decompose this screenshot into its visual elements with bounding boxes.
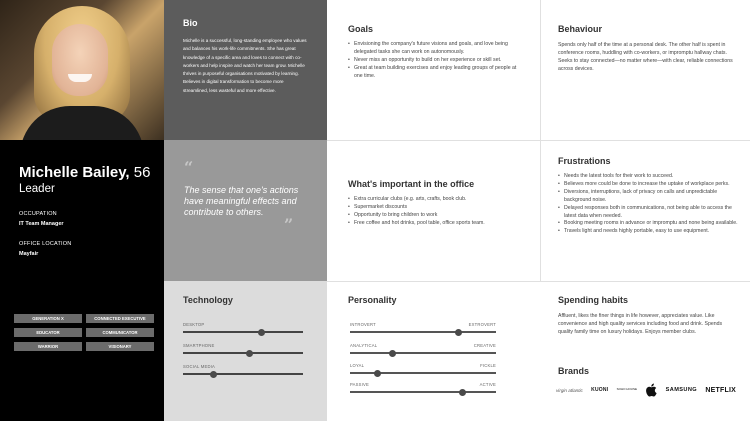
tag-educator: EDUCATOR	[14, 328, 82, 337]
profile-panel	[0, 140, 164, 421]
frustrations-item: • Believes more could be done to increase the uptake of workplace perks.	[558, 181, 738, 189]
tag-visionary: VISIONARY	[86, 342, 154, 351]
slider-analytical-track	[350, 352, 496, 354]
behaviour-title: Behaviour	[558, 24, 603, 34]
frustrations-item: • Delayed responses both in communications, not being able to access the latest data when needed.	[558, 205, 738, 221]
slider-social-media-label: SOCIAL MEDIA	[183, 364, 216, 369]
office-item: • Free coffee and hot drinks, pool table, office sports team.	[348, 220, 528, 228]
office-item: • Extra curricular clubs (e.g. arts, crafts, book club.	[348, 196, 528, 204]
photo-face	[52, 24, 108, 96]
spending-title: Spending habits	[558, 295, 629, 305]
slider-loyal-track	[350, 372, 496, 374]
row-divider-3	[540, 140, 750, 141]
brand-samsung: SAMSUNG	[665, 387, 698, 393]
profile-photo	[0, 0, 164, 140]
occupation-value: IT Team Manager	[19, 221, 64, 227]
quote-open-mark: “	[184, 158, 194, 177]
slider-desktop-knob	[258, 329, 265, 336]
slider-social-media-track	[183, 373, 303, 375]
frustrations-item: • Travels light and needs highly portable, easy to use equipment.	[558, 228, 738, 236]
bio-title: Bio	[183, 18, 198, 28]
slider-smartphone-knob	[246, 350, 253, 357]
slider-introvert-track	[350, 331, 496, 333]
slider-analytical-label: ANALYTICAL	[350, 343, 378, 348]
frustrations-item: • Diversions, interruptions, lack of privacy on calls and unpredictable background noise.	[558, 189, 738, 205]
spending-text: Affluent, likes the finer things in life however, appreciates value. Like convenience and high quality services including food and drink. Spends quality family time on luxury holidays. Enjoys member clubs.	[558, 313, 723, 335]
slider-social-media-knob	[210, 371, 217, 378]
brand-netflix: NETFLIX	[705, 386, 736, 394]
brands-logos	[556, 380, 736, 400]
office-section	[348, 179, 528, 228]
slider-analytical-creative	[350, 343, 496, 354]
tag-communicator: COMMUNICATOR	[86, 328, 154, 337]
office-location-label: OFFICE LOCATION	[19, 241, 72, 247]
office-item: • Supermarket discounts	[348, 204, 528, 212]
tag-generation-x: GENERATION X	[14, 314, 82, 323]
office-list	[348, 196, 528, 228]
goals-section	[348, 24, 526, 81]
apple-logo-icon	[645, 383, 657, 397]
brand-virgin-atlantic: virgin atlantic	[556, 387, 583, 393]
bio-text: Michelle is a successful, long-standing employee who values and balances his work-life commitments. She has great knowledge of a specific area and loves to connect with co-workers and help inspire and watch her team grow. Michelle thrives in purposeful organisations motivated by learning. Believes in digital transformation to become more streamlined, less wasteful and more effective.	[183, 38, 307, 93]
slider-fickle-label: FICKLE	[480, 363, 496, 368]
frustrations-item: • Needs the latest tools for their work to succeed.	[558, 173, 738, 181]
goals-item: • Great at team building exercises and enjoy leading groups of people at one time.	[348, 65, 526, 81]
slider-desktop-track	[183, 331, 303, 333]
quote-text: The sense that one's actions have meaningful effects and contribute to others.	[184, 185, 299, 217]
slider-introvert-label: INTROVERT	[350, 322, 376, 327]
office-location-value: Mayfair	[19, 251, 39, 257]
slider-analytical-knob	[389, 350, 396, 357]
slider-desktop-label: DESKTOP	[183, 322, 205, 327]
quote-close-mark: ”	[284, 215, 294, 234]
frustrations-title: Frustrations	[558, 156, 611, 166]
persona-name-line	[19, 164, 150, 181]
behaviour-section	[558, 24, 734, 73]
goals-title: Goals	[348, 24, 374, 34]
bio-section	[164, 0, 327, 140]
frustrations-section	[558, 156, 738, 236]
slider-smartphone	[183, 343, 303, 354]
frustrations-item: • Booking meeting rooms in advance or impromptu and none being available.	[558, 220, 738, 228]
office-item: • Opportunity to bring children to work	[348, 212, 528, 220]
row-divider-1	[327, 140, 540, 141]
slider-loyal-knob	[374, 370, 381, 377]
persona-name: Michelle Bailey,	[19, 164, 130, 181]
slider-active-label: ACTIVE	[479, 382, 496, 387]
slider-smartphone-label: SMARTPHONE	[183, 343, 215, 348]
frustrations-list	[558, 173, 738, 236]
slider-passive-knob	[459, 389, 466, 396]
occupation-label: OCCUPATION	[19, 211, 57, 217]
spending-section	[558, 295, 738, 336]
brand-soho-house: SOHO HOUSE	[616, 387, 637, 392]
personality-section	[348, 295, 498, 312]
slider-passive-label: PASSIVE	[350, 382, 370, 387]
goals-item: • Never miss an opportunity to build on her experience or skill set.	[348, 57, 526, 65]
slider-introvert-extrovert	[350, 322, 496, 333]
goals-item: • Envisioning the company's future visions and goals, and love being delegated tasks she can work on autonomously.	[348, 41, 526, 57]
goals-list	[348, 41, 526, 81]
persona-age: 56	[133, 164, 151, 181]
slider-social-media	[183, 364, 303, 375]
slider-introvert-knob	[455, 329, 462, 336]
slider-extrovert-label: EXTROVERT	[468, 322, 496, 327]
behaviour-text: Spends only half of the time at a personal desk. The other half is spent in conference rooms, huddling with co-workers, or impromptu hallway chats. Seeks to stay connected—no matter where—with clear, reliable connections across devices.	[558, 42, 733, 72]
technology-section	[164, 281, 327, 421]
persona-role: Leader	[19, 183, 55, 195]
quote-section	[164, 140, 327, 281]
slider-smartphone-track	[183, 352, 303, 354]
office-title: What's important in the office	[348, 179, 475, 189]
brands-title: Brands	[558, 366, 590, 376]
slider-creative-label: CREATIVE	[473, 343, 496, 348]
tag-connected-executive: CONNECTED EXECUTIVE	[86, 314, 154, 323]
slider-passive-active	[350, 382, 496, 393]
row-divider-2	[327, 281, 750, 282]
slider-loyal-fickle	[350, 363, 496, 374]
slider-desktop	[183, 322, 303, 333]
slider-loyal-label: LOYAL	[350, 363, 365, 368]
persona-tags	[14, 314, 156, 351]
technology-title: Technology	[183, 295, 233, 305]
slider-passive-track	[350, 391, 496, 393]
brand-kuoni: KUONI	[591, 387, 609, 393]
tag-warrior: WARRIOR	[14, 342, 82, 351]
personality-title: Personality	[348, 295, 397, 305]
